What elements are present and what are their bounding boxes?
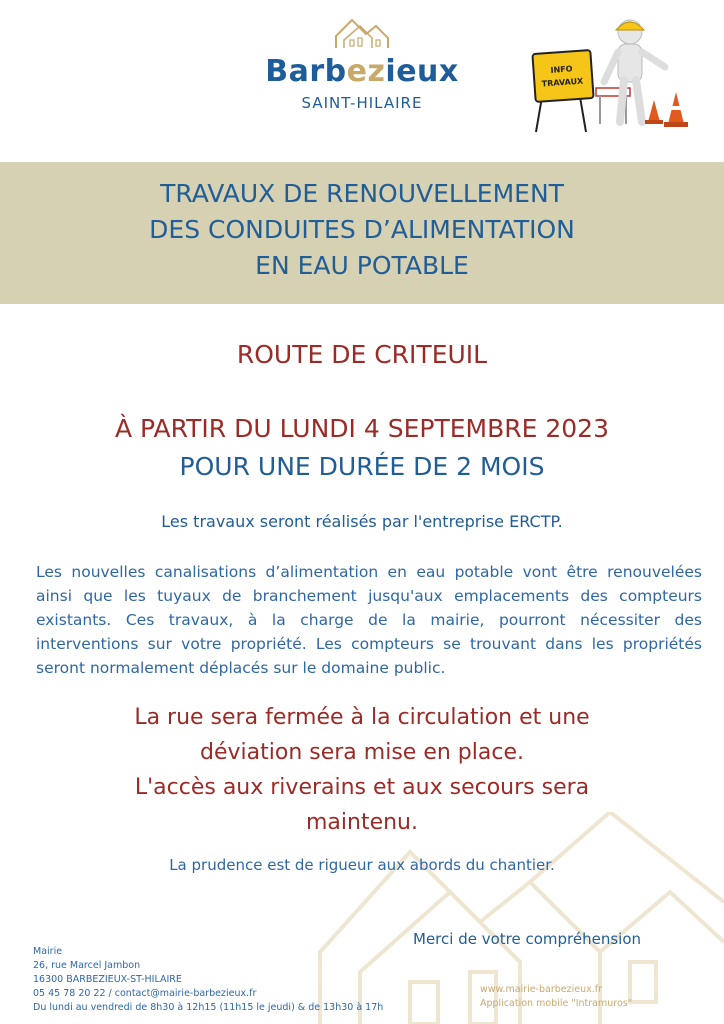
footer-app: Application mobile "Intramuros" — [480, 998, 633, 1009]
footer-address: 26, rue Marcel Jambon — [33, 960, 141, 971]
footer-city: 16300 BARBEZIEUX-ST-HILAIRE — [33, 974, 182, 985]
logo-name-accent: ez — [346, 54, 386, 89]
logo-name-suffix: ieux — [385, 54, 459, 89]
logo-name-prefix: Barb — [265, 54, 347, 89]
start-date: À PARTIR DU LUNDI 4 SEPTEMBRE 2023 — [114, 414, 609, 443]
banner-title-line-2: DES CONDUITES D’ALIMENTATION — [149, 215, 575, 244]
footer-contact — [33, 945, 383, 1015]
banner-title-line-1: TRAVAUX DE RENOUVELLEMENT — [160, 179, 564, 208]
contractor-line: Les travaux seront réalisés par l'entreprise ERCTP. — [161, 512, 563, 531]
sign-text-info: INFO — [550, 64, 573, 75]
banner-title-line-3: EN EAU POTABLE — [255, 251, 469, 280]
municipality-logo — [262, 14, 462, 112]
warning-line-1: La rue sera fermée à la circulation et une — [134, 705, 590, 730]
body-paragraph: Les nouvelles canalisations d’alimentation en eau potable vont être renouvelées ainsi que les tuyaux de branchement jusqu'aux emplacements des compteurs existants. Ces travaux, à la charge de la mairie, pourront nécessiter des interventions sur votre propriété. Les compteurs se trouvant dans les propriétés seront normalement déplacés sur le domaine public. — [36, 563, 702, 677]
castle-roof-icon — [332, 14, 392, 50]
duration: POUR UNE DURÉE DE 2 MOIS — [179, 452, 545, 481]
street-name: ROUTE DE CRITEUIL — [236, 340, 488, 369]
footer-hours: Du lundi au vendredi de 8h30 à 12h15 (11h15 le jeudi) & de 13h30 à 17h — [33, 1002, 384, 1013]
logo-name — [262, 54, 462, 89]
warning-line-2: déviation sera mise en place. — [200, 740, 524, 765]
logo-subtitle: SAINT-HILAIRE — [301, 94, 423, 112]
title-banner — [0, 162, 724, 304]
footer-phone-email: 05 45 78 20 22 / contact@mairie-barbezieux.fr — [33, 988, 257, 999]
footer-web — [480, 983, 632, 1011]
thanks-line: Merci de votre compréhension — [413, 930, 642, 948]
footer-website: www.mairie-barbezieux.fr — [480, 984, 603, 995]
construction-worker-illustration — [530, 12, 700, 137]
sign-text-travaux: TRAVAUX — [541, 76, 584, 89]
footer-title: Mairie — [33, 946, 63, 957]
warning-line-4: maintenu. — [305, 810, 418, 835]
prudence-line: La prudence est de rigueur aux abords du chantier. — [169, 856, 555, 874]
warning-line-3: L'accès aux riverains et aux secours sera — [134, 775, 590, 800]
